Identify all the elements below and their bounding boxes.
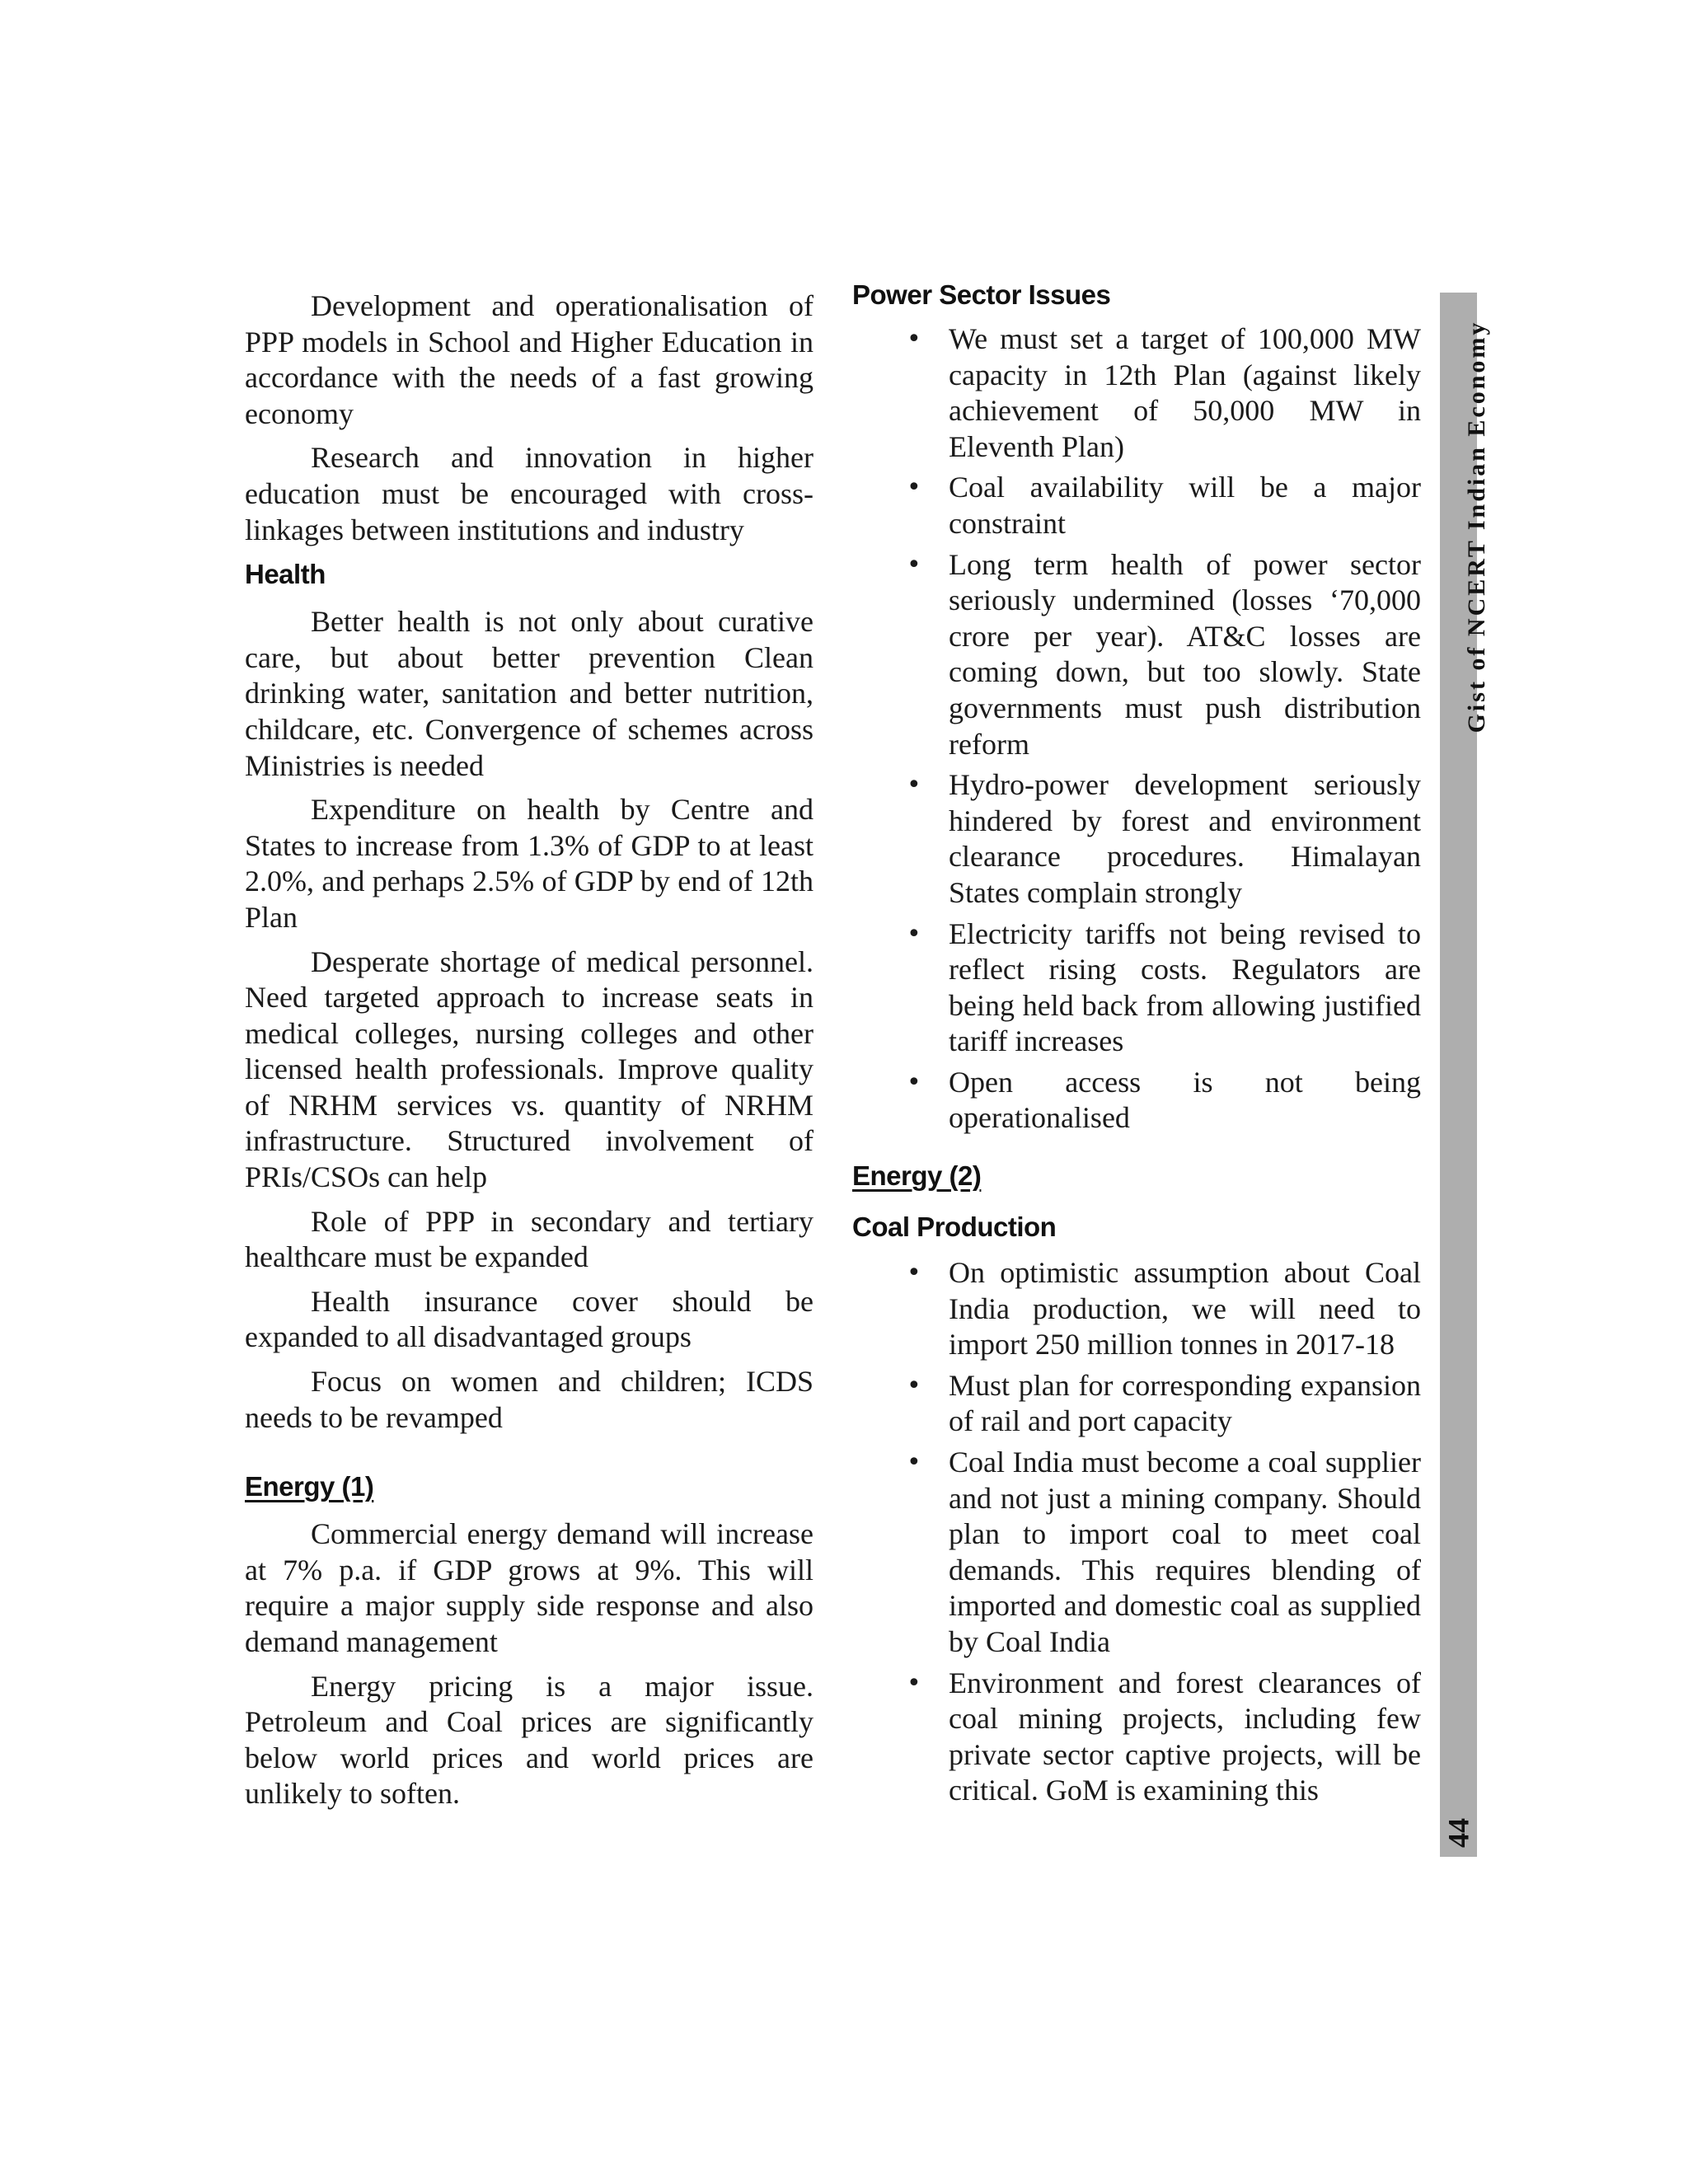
paragraph-health-5: Health insurance cover should be expanded to all disadvantaged groups (245, 1284, 814, 1354)
list-item: • On optimistic assumption about Coal India production, we will need to import 250 million tonnes in 2017-18 (907, 1256, 1421, 1361)
bullet-icon: • (907, 473, 921, 503)
right-column (852, 279, 1421, 1814)
list-item: • Hydro-power development seriously hindered by forest and environment clearance procedures. Himalayan States complain strongly (907, 768, 1421, 909)
list-item: • Open access is not being operationalised (907, 1065, 1421, 1135)
bullet-icon: • (907, 1067, 921, 1097)
power-issues-list (852, 321, 1421, 1137)
coal-production-list (852, 1255, 1421, 1809)
bullet-icon: • (907, 771, 921, 800)
bullet-icon: • (907, 325, 921, 354)
paragraph-health-3: Desperate shortage of medical personnel. Need targeted approach to increase seats in medical colleges, nursing colleges and other licensed health professionals. Improve quality of NRHM services vs. quantity of NRHM infrastructure. Structured involvement of PRIs/CSOs can help (245, 944, 814, 1194)
paragraph-health-6: Focus on women and children; ICDS needs to be revamped (245, 1365, 814, 1434)
page-number: 44 (1442, 1818, 1475, 1848)
bullet-icon: • (907, 919, 921, 949)
list-item: • Coal availability will be a major constraint (907, 471, 1421, 540)
paragraph-energy-2: Energy pricing is a major issue. Petroleum and Coal prices are significantly below world prices and world prices are unlikely to soften. (245, 1669, 814, 1811)
list-item: • Long term health of power sector seriously undermined (losses ‘70,000 crore per year). AT&C losses are coming down, but too slowly. State governments must push distribution reform (907, 547, 1421, 761)
heading-energy-1: Energy (1) (245, 1471, 374, 1502)
side-banner (1440, 293, 1490, 1857)
paragraph-health-1: Better health is not only about curative care, but about better prevention Clean drinking water, sanitation and better nutrition, childcare, etc. Convergence of schemes across Ministries is needed (245, 605, 814, 782)
paragraph-health-4: Role of PPP in secondary and tertiary healthcare must be expanded (245, 1204, 814, 1274)
list-item: • Must plan for corresponding expansion of rail and port capacity (907, 1368, 1421, 1438)
bullet-icon: • (907, 1668, 921, 1698)
left-column (245, 288, 814, 1821)
heading-coal-production: Coal Production (852, 1212, 1057, 1243)
paragraph-energy-1: Commercial energy demand will increase at 7% p.a. if GDP grows at 9%. This will require a major supply side response and also demand management (245, 1517, 814, 1658)
paragraph-health-2: Expenditure on health by Centre and States to increase from 1.3% of GDP to at least 2.0%, and perhaps 2.5% of GDP by end of 12th Plan (245, 793, 814, 934)
list-item: • Electricity tariffs not being revised to reflect rising costs. Regulators are being held back from allowing justified tariff increases (907, 916, 1421, 1058)
bullet-icon: • (907, 1448, 921, 1478)
book-title: Gist of NCERT Indian Economy (1462, 320, 1490, 733)
bullet-icon: • (907, 1258, 921, 1288)
bullet-icon: • (907, 1371, 921, 1400)
list-item: • Environment and forest clearances of coal mining projects, including few private sector captive projects, will be critical. GoM is examining this (907, 1666, 1421, 1807)
paragraph-ppp: Development and operationalisation of PPP models in School and Higher Education in accordance with the needs of a fast growing economy (245, 289, 814, 430)
list-item: • We must set a target of 100,000 MW capacity in 12th Plan (against likely achievement of 50,000 MW in Eleventh Plan) (907, 322, 1421, 463)
bullet-icon: • (907, 550, 921, 579)
heading-power-sector: Power Sector Issues (852, 279, 1111, 310)
paragraph-research: Research and innovation in higher education must be encouraged with cross-linkages between institutions and industry (245, 441, 814, 546)
list-item: • Coal India must become a coal supplier and not just a mining company. Should plan to import coal to meet coal demands. This requires blending of imported and domestic coal as supplied by Coal India (907, 1446, 1421, 1658)
heading-health: Health (245, 559, 326, 590)
heading-energy-2: Energy (2) (852, 1160, 982, 1192)
